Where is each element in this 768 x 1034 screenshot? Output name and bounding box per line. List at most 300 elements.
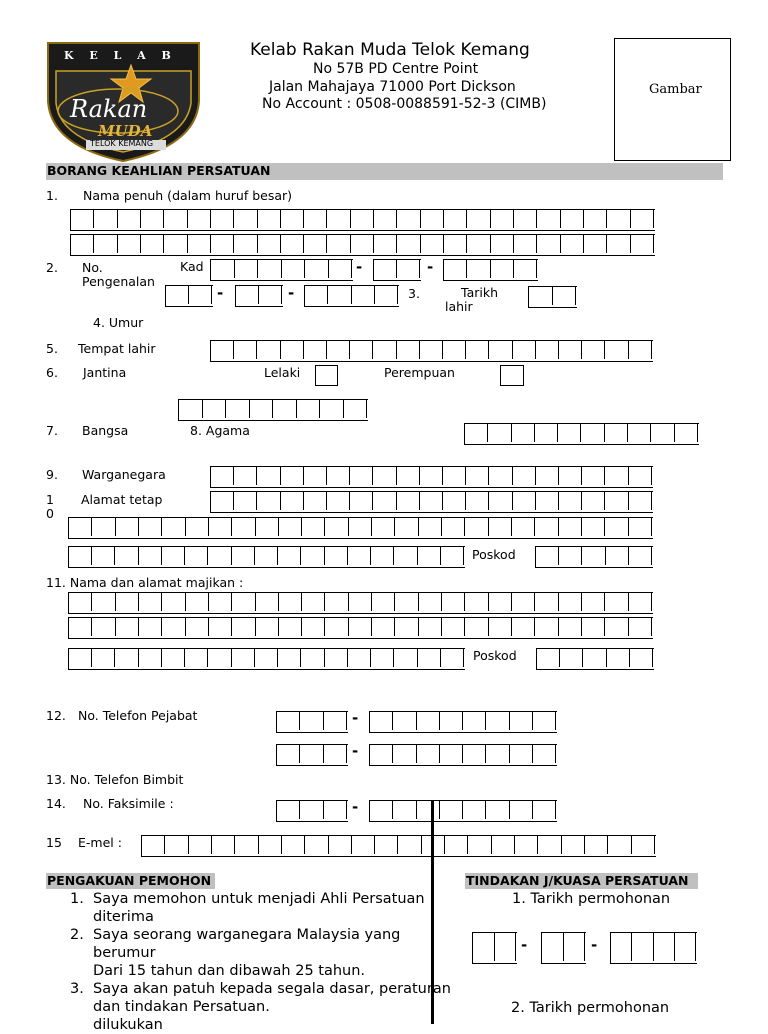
char-box[interactable] xyxy=(510,712,533,730)
char-box[interactable] xyxy=(304,467,327,485)
char-box[interactable] xyxy=(632,933,653,961)
char-box[interactable] xyxy=(489,492,512,510)
char-box[interactable] xyxy=(582,518,605,536)
char-box[interactable] xyxy=(69,618,92,636)
char-box[interactable] xyxy=(279,618,302,636)
char-box[interactable] xyxy=(510,801,533,819)
char-box[interactable] xyxy=(256,618,279,636)
char-box[interactable] xyxy=(234,235,257,253)
char-box[interactable] xyxy=(489,467,512,485)
char-box[interactable] xyxy=(397,210,420,228)
char-box[interactable] xyxy=(209,518,232,536)
char-box[interactable] xyxy=(375,286,398,304)
char-box[interactable] xyxy=(257,467,280,485)
char-box[interactable] xyxy=(234,467,257,485)
char-box[interactable] xyxy=(324,712,347,730)
char-box[interactable] xyxy=(208,547,231,565)
char-box[interactable] xyxy=(607,649,630,667)
char-box[interactable] xyxy=(651,424,674,442)
char-box[interactable] xyxy=(118,235,141,253)
office-phone-1-number-boxes[interactable] xyxy=(369,711,557,733)
char-box[interactable] xyxy=(325,649,348,667)
char-box[interactable] xyxy=(370,712,393,730)
char-box[interactable] xyxy=(325,618,348,636)
char-box[interactable] xyxy=(185,649,208,667)
char-box[interactable] xyxy=(329,260,353,278)
char-box[interactable] xyxy=(465,593,488,611)
char-box[interactable] xyxy=(538,836,561,854)
char-box[interactable] xyxy=(372,593,395,611)
char-box[interactable] xyxy=(397,235,420,253)
char-box[interactable] xyxy=(605,424,628,442)
char-box[interactable] xyxy=(466,492,489,510)
name-row-1-boxes[interactable] xyxy=(70,209,655,231)
char-box[interactable] xyxy=(467,235,490,253)
char-box[interactable] xyxy=(282,260,306,278)
char-box[interactable] xyxy=(559,492,582,510)
char-box[interactable] xyxy=(304,341,327,359)
char-box[interactable] xyxy=(116,618,139,636)
char-box[interactable] xyxy=(324,801,347,819)
char-box[interactable] xyxy=(654,933,675,961)
char-box[interactable] xyxy=(139,618,162,636)
char-box[interactable] xyxy=(324,745,347,763)
char-box[interactable] xyxy=(463,712,486,730)
char-box[interactable] xyxy=(533,801,556,819)
char-box[interactable] xyxy=(558,424,581,442)
char-box[interactable] xyxy=(279,518,302,536)
char-box[interactable] xyxy=(611,933,632,961)
office-date-month-boxes[interactable] xyxy=(541,932,586,964)
char-box[interactable] xyxy=(395,518,418,536)
char-box[interactable] xyxy=(466,467,489,485)
char-box[interactable] xyxy=(211,235,234,253)
ic-part-2-boxes[interactable] xyxy=(373,259,421,281)
char-box[interactable] xyxy=(327,467,350,485)
char-box[interactable] xyxy=(605,341,628,359)
char-box[interactable] xyxy=(92,593,115,611)
char-box[interactable] xyxy=(69,649,92,667)
char-box[interactable] xyxy=(208,649,231,667)
char-box[interactable] xyxy=(92,649,115,667)
char-box[interactable] xyxy=(488,424,511,442)
char-box[interactable] xyxy=(69,547,92,565)
char-box[interactable] xyxy=(259,286,282,304)
char-box[interactable] xyxy=(370,801,393,819)
ic-part-1-boxes[interactable] xyxy=(210,259,353,281)
char-box[interactable] xyxy=(211,210,234,228)
char-box[interactable] xyxy=(372,518,395,536)
char-box[interactable] xyxy=(281,210,304,228)
char-box[interactable] xyxy=(605,467,628,485)
char-box[interactable] xyxy=(398,836,421,854)
email-boxes[interactable] xyxy=(141,835,656,857)
char-box[interactable] xyxy=(397,341,420,359)
char-box[interactable] xyxy=(442,593,465,611)
char-box[interactable] xyxy=(559,467,582,485)
char-box[interactable] xyxy=(394,649,417,667)
char-box[interactable] xyxy=(395,593,418,611)
ic-part-3-boxes[interactable] xyxy=(443,259,538,281)
char-box[interactable] xyxy=(69,593,92,611)
char-box[interactable] xyxy=(444,235,467,253)
char-box[interactable] xyxy=(234,341,257,359)
char-box[interactable] xyxy=(162,593,185,611)
char-box[interactable] xyxy=(327,235,350,253)
employer-row-1-boxes[interactable] xyxy=(68,592,653,614)
char-box[interactable] xyxy=(350,492,373,510)
char-box[interactable] xyxy=(629,492,652,510)
citizenship-boxes[interactable] xyxy=(210,466,653,488)
char-box[interactable] xyxy=(211,260,235,278)
char-box[interactable] xyxy=(281,492,304,510)
char-box[interactable] xyxy=(188,210,211,228)
char-box[interactable] xyxy=(301,547,324,565)
char-box[interactable] xyxy=(234,210,257,228)
char-box[interactable] xyxy=(582,492,605,510)
char-box[interactable] xyxy=(232,618,255,636)
char-box[interactable] xyxy=(631,210,654,228)
char-box[interactable] xyxy=(162,618,185,636)
char-box[interactable] xyxy=(486,745,509,763)
office-phone-1-area-boxes[interactable] xyxy=(276,711,348,733)
char-box[interactable] xyxy=(466,341,489,359)
char-box[interactable] xyxy=(277,712,300,730)
char-box[interactable] xyxy=(139,649,162,667)
employer-row-2-boxes[interactable] xyxy=(68,617,653,639)
char-box[interactable] xyxy=(463,801,486,819)
office-date-day-boxes[interactable] xyxy=(472,932,517,964)
char-box[interactable] xyxy=(442,518,465,536)
char-box[interactable] xyxy=(629,618,652,636)
char-box[interactable] xyxy=(279,593,302,611)
char-box[interactable] xyxy=(189,836,212,854)
char-box[interactable] xyxy=(582,618,605,636)
char-box[interactable] xyxy=(374,210,397,228)
char-box[interactable] xyxy=(632,836,655,854)
char-box[interactable] xyxy=(512,618,535,636)
employer-poskod-boxes[interactable] xyxy=(536,648,654,670)
char-box[interactable] xyxy=(115,547,138,565)
char-box[interactable] xyxy=(628,424,651,442)
char-box[interactable] xyxy=(463,745,486,763)
char-box[interactable] xyxy=(491,235,514,253)
char-box[interactable] xyxy=(255,547,278,565)
char-box[interactable] xyxy=(71,210,94,228)
char-box[interactable] xyxy=(211,341,234,359)
char-box[interactable] xyxy=(536,492,559,510)
char-box[interactable] xyxy=(325,518,348,536)
char-box[interactable] xyxy=(164,210,187,228)
char-box[interactable] xyxy=(629,547,652,565)
char-box[interactable] xyxy=(514,260,537,278)
char-box[interactable] xyxy=(561,235,584,253)
gender-male-checkbox[interactable] xyxy=(315,365,338,386)
char-box[interactable] xyxy=(320,400,344,418)
char-box[interactable] xyxy=(166,286,189,304)
char-box[interactable] xyxy=(535,618,558,636)
char-box[interactable] xyxy=(349,518,372,536)
char-box[interactable] xyxy=(473,933,495,961)
char-box[interactable] xyxy=(542,933,564,961)
char-box[interactable] xyxy=(442,618,465,636)
char-box[interactable] xyxy=(300,712,323,730)
char-box[interactable] xyxy=(372,618,395,636)
office-phone-2-area-boxes[interactable] xyxy=(276,744,348,766)
char-box[interactable] xyxy=(349,593,372,611)
char-box[interactable] xyxy=(605,492,628,510)
char-box[interactable] xyxy=(325,547,348,565)
char-box[interactable] xyxy=(582,341,605,359)
char-box[interactable] xyxy=(393,801,416,819)
char-box[interactable] xyxy=(142,836,165,854)
char-box[interactable] xyxy=(537,649,560,667)
char-box[interactable] xyxy=(397,467,420,485)
char-box[interactable] xyxy=(585,836,608,854)
char-box[interactable] xyxy=(209,593,232,611)
char-box[interactable] xyxy=(444,260,467,278)
char-box[interactable] xyxy=(235,836,258,854)
char-box[interactable] xyxy=(235,260,259,278)
char-box[interactable] xyxy=(512,424,535,442)
char-box[interactable] xyxy=(535,593,558,611)
char-box[interactable] xyxy=(188,235,211,253)
birth-date-boxes[interactable] xyxy=(528,286,577,308)
char-box[interactable] xyxy=(513,467,536,485)
char-box[interactable] xyxy=(418,649,441,667)
char-box[interactable] xyxy=(491,260,514,278)
char-box[interactable] xyxy=(605,518,628,536)
char-box[interactable] xyxy=(118,210,141,228)
char-box[interactable] xyxy=(608,836,631,854)
char-box[interactable] xyxy=(675,424,698,442)
gender-female-checkbox[interactable] xyxy=(500,365,524,386)
religion-boxes[interactable] xyxy=(464,423,699,445)
char-box[interactable] xyxy=(583,649,606,667)
char-box[interactable] xyxy=(186,618,209,636)
char-box[interactable] xyxy=(515,836,538,854)
char-box[interactable] xyxy=(513,341,536,359)
char-box[interactable] xyxy=(513,492,536,510)
char-box[interactable] xyxy=(420,467,443,485)
char-box[interactable] xyxy=(374,260,397,278)
char-box[interactable] xyxy=(374,235,397,253)
char-box[interactable] xyxy=(512,518,535,536)
char-box[interactable] xyxy=(419,518,442,536)
char-box[interactable] xyxy=(489,518,512,536)
char-box[interactable] xyxy=(630,649,653,667)
char-box[interactable] xyxy=(297,400,321,418)
address-poskod-boxes[interactable] xyxy=(535,546,653,568)
char-box[interactable] xyxy=(304,235,327,253)
char-box[interactable] xyxy=(393,745,416,763)
char-box[interactable] xyxy=(351,210,374,228)
char-box[interactable] xyxy=(375,836,398,854)
char-box[interactable] xyxy=(141,210,164,228)
char-box[interactable] xyxy=(304,492,327,510)
char-box[interactable] xyxy=(139,593,162,611)
char-box[interactable] xyxy=(467,260,490,278)
char-box[interactable] xyxy=(445,836,468,854)
char-box[interactable] xyxy=(553,287,577,305)
char-box[interactable] xyxy=(561,210,584,228)
char-box[interactable] xyxy=(327,210,350,228)
char-box[interactable] xyxy=(327,341,350,359)
char-box[interactable] xyxy=(211,467,234,485)
char-box[interactable] xyxy=(305,286,328,304)
char-box[interactable] xyxy=(305,260,329,278)
char-box[interactable] xyxy=(559,618,582,636)
char-box[interactable] xyxy=(300,745,323,763)
char-box[interactable] xyxy=(92,547,115,565)
char-box[interactable] xyxy=(258,210,281,228)
char-box[interactable] xyxy=(441,547,464,565)
char-box[interactable] xyxy=(397,492,420,510)
char-box[interactable] xyxy=(535,518,558,536)
fax-number-boxes[interactable] xyxy=(369,800,557,822)
char-box[interactable] xyxy=(394,547,417,565)
char-box[interactable] xyxy=(631,235,654,253)
name-row-2-boxes[interactable] xyxy=(70,234,655,256)
old-ic-part-2-boxes[interactable] xyxy=(235,285,283,307)
char-box[interactable] xyxy=(584,235,607,253)
char-box[interactable] xyxy=(327,492,350,510)
char-box[interactable] xyxy=(164,235,187,253)
fax-area-boxes[interactable] xyxy=(276,800,348,822)
employer-row-3-boxes[interactable] xyxy=(68,648,465,670)
char-box[interactable] xyxy=(514,235,537,253)
address-row-1-boxes[interactable] xyxy=(210,491,653,513)
char-box[interactable] xyxy=(629,467,652,485)
char-box[interactable] xyxy=(116,593,139,611)
char-box[interactable] xyxy=(232,593,255,611)
char-box[interactable] xyxy=(278,649,301,667)
char-box[interactable] xyxy=(351,235,374,253)
char-box[interactable] xyxy=(393,712,416,730)
char-box[interactable] xyxy=(141,235,164,253)
char-box[interactable] xyxy=(301,649,324,667)
char-box[interactable] xyxy=(373,467,396,485)
char-box[interactable] xyxy=(443,492,466,510)
char-box[interactable] xyxy=(371,547,394,565)
char-box[interactable] xyxy=(420,341,443,359)
char-box[interactable] xyxy=(605,618,628,636)
char-box[interactable] xyxy=(629,593,652,611)
char-box[interactable] xyxy=(350,341,373,359)
char-box[interactable] xyxy=(495,933,517,961)
old-ic-part-1-boxes[interactable] xyxy=(165,285,213,307)
char-box[interactable] xyxy=(258,235,281,253)
char-box[interactable] xyxy=(443,467,466,485)
char-box[interactable] xyxy=(510,745,533,763)
char-box[interactable] xyxy=(395,618,418,636)
char-box[interactable] xyxy=(258,260,282,278)
char-box[interactable] xyxy=(441,649,464,667)
char-box[interactable] xyxy=(629,518,652,536)
char-box[interactable] xyxy=(256,518,279,536)
char-box[interactable] xyxy=(281,467,304,485)
char-box[interactable] xyxy=(352,836,375,854)
char-box[interactable] xyxy=(440,712,463,730)
char-box[interactable] xyxy=(605,593,628,611)
char-box[interactable] xyxy=(533,745,556,763)
race-boxes[interactable] xyxy=(178,399,368,421)
char-box[interactable] xyxy=(492,836,515,854)
char-box[interactable] xyxy=(209,618,232,636)
char-box[interactable] xyxy=(582,467,605,485)
char-box[interactable] xyxy=(564,933,586,961)
char-box[interactable] xyxy=(255,649,278,667)
char-box[interactable] xyxy=(607,235,630,253)
char-box[interactable] xyxy=(352,286,375,304)
char-box[interactable] xyxy=(536,467,559,485)
char-box[interactable] xyxy=(92,618,115,636)
char-box[interactable] xyxy=(302,593,325,611)
char-box[interactable] xyxy=(273,400,297,418)
char-box[interactable] xyxy=(278,547,301,565)
char-box[interactable] xyxy=(232,649,255,667)
char-box[interactable] xyxy=(302,618,325,636)
char-box[interactable] xyxy=(582,593,605,611)
char-box[interactable] xyxy=(486,801,509,819)
char-box[interactable] xyxy=(304,210,327,228)
char-box[interactable] xyxy=(348,649,371,667)
char-box[interactable] xyxy=(329,836,352,854)
char-box[interactable] xyxy=(371,649,394,667)
char-box[interactable] xyxy=(300,801,323,819)
char-box[interactable] xyxy=(250,400,274,418)
char-box[interactable] xyxy=(232,518,255,536)
char-box[interactable] xyxy=(257,492,280,510)
char-box[interactable] xyxy=(536,341,559,359)
char-box[interactable] xyxy=(417,745,440,763)
char-box[interactable] xyxy=(440,801,463,819)
char-box[interactable] xyxy=(421,235,444,253)
char-box[interactable] xyxy=(185,547,208,565)
char-box[interactable] xyxy=(350,467,373,485)
char-box[interactable] xyxy=(277,801,300,819)
char-box[interactable] xyxy=(421,210,444,228)
char-box[interactable] xyxy=(486,712,509,730)
char-box[interactable] xyxy=(468,836,491,854)
char-box[interactable] xyxy=(584,210,607,228)
char-box[interactable] xyxy=(535,424,558,442)
char-box[interactable] xyxy=(419,618,442,636)
char-box[interactable] xyxy=(443,341,466,359)
char-box[interactable] xyxy=(559,547,582,565)
char-box[interactable] xyxy=(115,649,138,667)
char-box[interactable] xyxy=(675,933,696,961)
char-box[interactable] xyxy=(282,836,305,854)
char-box[interactable] xyxy=(562,836,585,854)
char-box[interactable] xyxy=(444,210,467,228)
char-box[interactable] xyxy=(234,492,257,510)
char-box[interactable] xyxy=(514,210,537,228)
char-box[interactable] xyxy=(162,547,185,565)
char-box[interactable] xyxy=(529,287,553,305)
char-box[interactable] xyxy=(607,210,630,228)
char-box[interactable] xyxy=(537,235,560,253)
char-box[interactable] xyxy=(165,836,188,854)
char-box[interactable] xyxy=(257,341,280,359)
char-box[interactable] xyxy=(489,341,512,359)
char-box[interactable] xyxy=(139,518,162,536)
char-box[interactable] xyxy=(420,492,443,510)
char-box[interactable] xyxy=(349,618,372,636)
char-box[interactable] xyxy=(116,518,139,536)
char-box[interactable] xyxy=(489,618,512,636)
char-box[interactable] xyxy=(259,836,282,854)
